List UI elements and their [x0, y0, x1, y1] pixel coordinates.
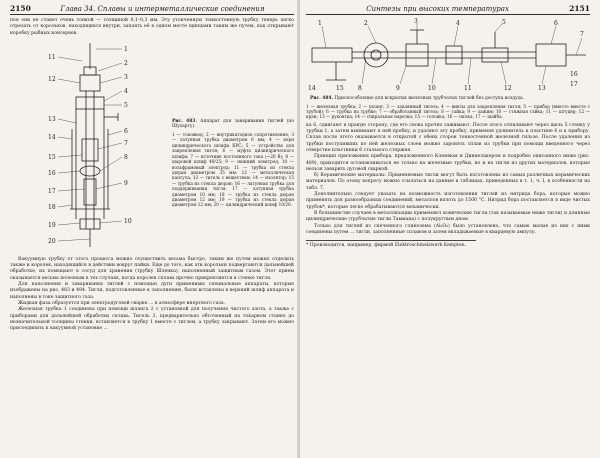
- fig483-label-6: 6: [124, 127, 128, 135]
- fig483-label-4: 4: [124, 87, 128, 95]
- fig483-label-5: 5: [124, 101, 128, 109]
- figure-484-caption: [306, 96, 590, 102]
- right-paragraph-2: Принцип приложения прибора, предложенного Клеммом и Динкелакером и подробно описанного ниже (рис. 489), приходится останавливаться не только на железные трубки, но и на тигли из других материалов, которые нельзя заварить дуговой сваркой.: [306, 154, 590, 172]
- fig483-label-3: 3: [124, 73, 128, 81]
- left-paragraph-1: Вакуумную трубку от этого процесса можно осуществить весьма быстро, таким же путем можно отделить также и королек, находящийся в действии вокруг пайки. Еще до того, как эти корольки подвергаются дальнейшей обработке, их помещают в сосуд для хранения (трубку Шленка), наполненный защитным газом. Этот прием оказывается весьма полезным в тех случаях, когда королек сплава прочно прикрепляется к стенке тигля.: [10, 256, 294, 281]
- figure-483-caption: [172, 119, 294, 130]
- crucible-welding-apparatus-illustration: [10, 39, 170, 251]
- fig483-label-15: 15: [48, 153, 56, 161]
- fig484-label-6: 6: [554, 20, 558, 27]
- right-page: [300, 0, 600, 458]
- fig483-label-19: 19: [48, 221, 56, 229]
- fig483-label-8: 8: [124, 153, 128, 161]
- fig484-label-3: 3: [414, 18, 418, 25]
- left-paragraph-4: Железная трубка 1 соединена при помощи шланга 2 с установкой для получения чистого азота, а также с приборами для дальнейшей обработки сплава. Тигель 3, предварительно обточенный на токарном станке до незначительной толщины стенки, вставляется в трубку 1 вместе с тиглем, а трубку закрывают. Затем его можно присоединить к вакуумной установке ...: [10, 307, 294, 332]
- right-paragraph-1: ка 6, сдвигают в правую сторону, где его снова прочно зажимают. После этого отпиливают через щель 5 стенку у трубки 1, а затем вынимают к ней пробку, и удаляют эту пробку, применяя удлинитель к пластине 6 и к прибору. Сплав после этого оказывается в открытой с обеих сторон тонкостенной железной гильзе. После удаления из трубки поступивших по ней железных слоев можно заронять сплав из трубки при помощи введенного через отверстие пластинки 6 стального стержня.: [306, 122, 590, 153]
- right-paragraph-6: Только для тиглей из спеченного глинозема (Al₂O₃) было установлено, что самые малые из них с ними соединены путем ... тигли, заполненные сплавом и затем вкладываемые в кварцевую ампулу.: [306, 223, 590, 235]
- right-paragraph-3: б) Керамические материалы. Применяемые тигли могут быть изготовлены из самых различных керамических материалов. По этому вопросу можно ссылаться на данные в таблицах, приведенных в т. 1, ч. I, в особенности на табл. 7.: [306, 173, 590, 191]
- left-page-number: 2150: [10, 4, 31, 13]
- fig483-label-17: 17: [48, 187, 56, 195]
- fig483-label-16: 16: [48, 169, 56, 177]
- fig483-label-14: 14: [48, 133, 56, 141]
- right-paragraph-4: Дополнительно следует указать на возможность изготовления тиглей из нитрида бора, которые можно применять для разнообразных соединений, металлов вплоть до 1500 °С. Нитрид бора поставляется в виде чистых трубок*, которые легко обрабатываются механически.: [306, 192, 590, 210]
- fig484-label-1: 1: [318, 20, 322, 27]
- figure-483-title: Аппарат для заваривания тиглей (по Шухарту).: [172, 118, 294, 130]
- figure-484-drawing: [306, 18, 590, 96]
- fig484-label-15: 15: [336, 85, 344, 92]
- fig484-label-11: 11: [464, 85, 472, 92]
- fig483-label-10: 10: [124, 217, 132, 225]
- right-running-header: [306, 4, 590, 15]
- fig484-label-7: 7: [580, 31, 584, 38]
- figure-484-title: Приспособление для вскрытия железных трубчатых тиглей без доступа воздуха.: [334, 96, 525, 101]
- figure-484-number: Рис. 484.: [310, 96, 333, 101]
- fig483-label-12: 12: [48, 75, 56, 83]
- footnote: * Производится, например, фирмой Elektroschmelzwerk Kempten.: [306, 240, 476, 249]
- right-page-number: 2151: [569, 4, 590, 13]
- figure-483-legend: 1 — токоввод; 2 — внутрикатодное сопротивление; 3 — латунная трубка диаметром 6 мм; 4 — керн цилиндрического шлифа КРС; 5 — устройство для закрепления тигля; 6 — муфта цилиндрического шлифа; 7 — источник постоянного тока (~20 В); 8 — шаровой шлиф 40/25; 9 — нижний электрод; 10 — вольфрамовый электрод; 11 — трубка из стекла дюран диаметром 35 мм; 12 — металлическая капсула; 13 — тигель с веществом; 14 — изолятор; 15 — трубка из стекла дюран; 16 — латунная трубка для поддерживания тигля; 17 — латунная трубка диаметром 10 мм; 18 — трубка из стекла дюран диаметром 12 мм; 19 — трубка из стекла дюран диаметром 12 мм; 20 — цилиндрический шлиф 10/20.: [172, 132, 294, 208]
- fig483-label-13: 13: [48, 115, 56, 123]
- fig484-label-8: 8: [358, 85, 362, 92]
- left-top-paragraph: поя они не станет очень тонкой — толщиной 0,1–0,3 мм. Эту утонченную тонкостенную трубку теперь легко отрезать от корольков, находящихся внутри, запаять её в одном месте щипцами таким же путем, как открывают коробку рыбных консервов.: [10, 18, 294, 36]
- fig483-label-7: 7: [124, 139, 128, 147]
- figure-483: [10, 39, 294, 255]
- fig484-label-13: 13: [538, 85, 546, 92]
- left-running-header: [10, 4, 294, 15]
- fig483-label-1: 1: [124, 45, 128, 53]
- fig483-label-18: 18: [48, 203, 56, 211]
- fig484-label-4: 4: [456, 20, 460, 27]
- fig484-label-9: 9: [396, 85, 400, 92]
- right-running-title: Синтезы при высоких температурах: [366, 5, 509, 13]
- fig484-label-12: 12: [504, 85, 512, 92]
- fig484-label-14: 14: [308, 85, 316, 92]
- fig483-label-9: 9: [124, 179, 128, 187]
- left-running-title: Глава 34. Сплавы и интерметаллические соединения: [60, 5, 265, 13]
- fig484-label-16: 16: [570, 71, 578, 78]
- left-paragraph-2: Для наполнения и заваривания тиглей с помощью дуги применимы специальные аппараты, которые изображены на рис. 483 и 484. Тигли, подготовленные к заполнению, были вставлены в верхний шлиф аппарата и наполнены в токе защитного газа.: [10, 282, 294, 300]
- fig483-label-11: 11: [48, 53, 56, 61]
- figure-483-drawing: [10, 39, 170, 255]
- tube-opening-device-illustration: [306, 18, 590, 92]
- fig483-label-2: 2: [124, 59, 128, 67]
- fig484-label-5: 5: [502, 19, 506, 26]
- fig483-label-20: 20: [48, 237, 56, 245]
- fig484-label-17: 17: [570, 81, 578, 88]
- fig484-label-10: 10: [428, 85, 436, 92]
- figure-483-caption-column: [170, 39, 294, 255]
- figure-483-number: Рис. 483.: [172, 118, 197, 124]
- figure-484-legend: 1 — железная трубка; 2 — шланг; 3 — запаянный тигель; 4 — винты для закрепления тигля; 5 — прибор (вместо вместе с трубой); 6 — трубка на трубке; 7 — обработанный тигель; 8 — гайка; 9 — зажим; 10 — стяжная гайка; 11 — штуцер; 12 — кран; 13 — рукоятка; 14 — спиральная нарезка; 15 — головка; 16 — пилка; 17 — шайба.: [306, 103, 590, 120]
- fig484-label-2: 2: [364, 20, 368, 27]
- right-paragraph-5: В большинстве случаев в металлизации применяют конические тигли (так называемые ниже тигли) и длинные цилиндрические (трубчатые тигли Таммана) с полукруглым дном.: [306, 210, 590, 223]
- left-paragraph-3: Жидкая фаза образуется при электродуговой сварке ... в атмосфере инертного газа.: [18, 300, 226, 306]
